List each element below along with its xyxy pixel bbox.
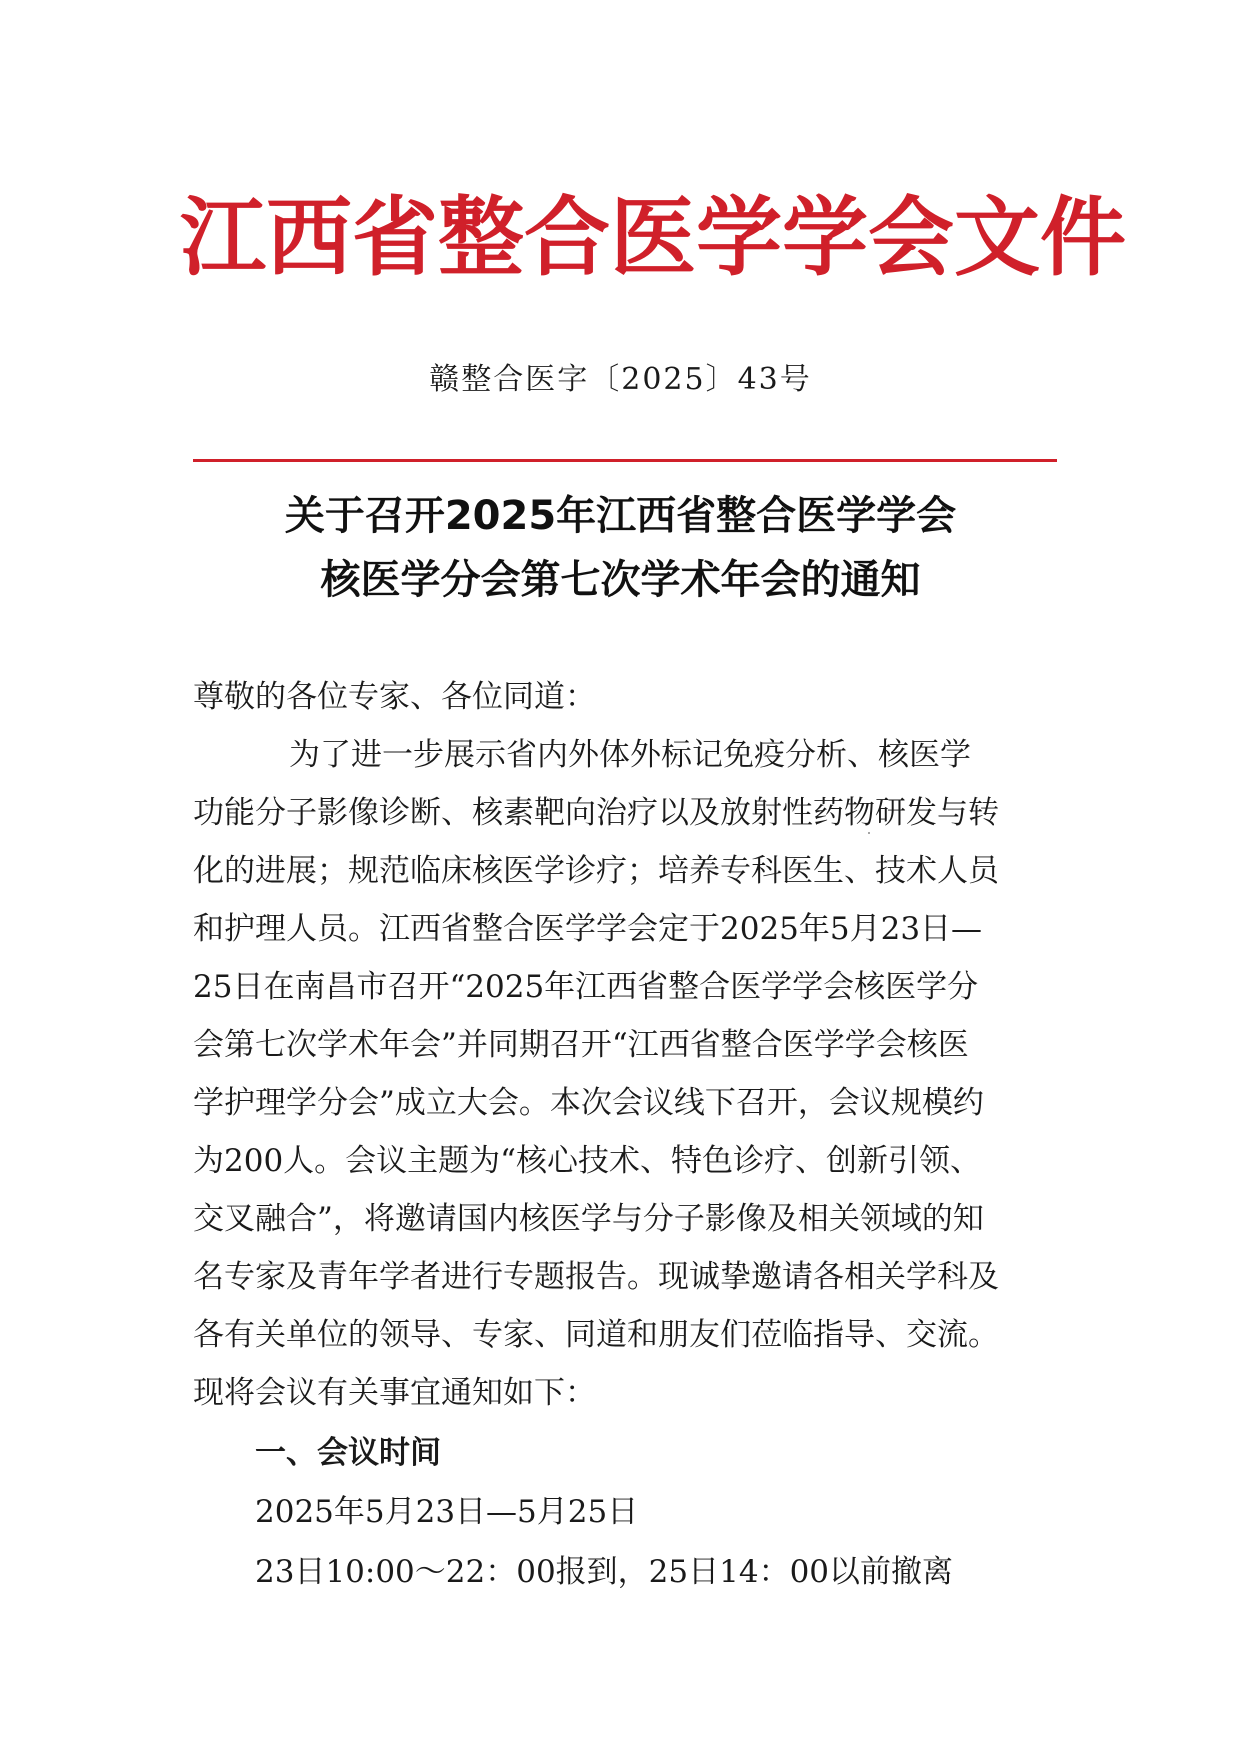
org-header-title: 江西省整合医学学会文件	[180, 188, 1126, 288]
red-divider-line	[193, 459, 1057, 462]
notice-title	[0, 484, 1241, 612]
paragraph-line: 现将会议有关事宜通知如下：	[193, 1375, 596, 1411]
body-paragraph	[193, 726, 1063, 1422]
scan-speck	[868, 832, 870, 834]
salutation: 尊敬的各位专家、各位同道：	[193, 679, 596, 715]
document-number: 赣整合医字〔2025〕43号	[429, 362, 812, 397]
paragraph-line: 为了进一步展示省内外体外标记免疫分析、核医学	[289, 737, 971, 773]
meeting-time-details	[255, 1482, 953, 1602]
paragraph-line: 和护理人员。江西省整合医学学会定于2025年5月23日—	[193, 911, 983, 947]
paragraph-line: 化的进展；规范临床核医学诊疗；培养专科医生、技术人员	[193, 853, 999, 889]
notice-title-line-2: 核医学分会第七次学术年会的通知	[320, 557, 921, 603]
paragraph-line: 25日在南昌市召开“2025年江西省整合医学学会核医学分	[193, 969, 979, 1005]
paragraph-line: 功能分子影像诊断、核素靶向治疗以及放射性药物研发与转	[193, 795, 999, 831]
paragraph-line: 名专家及青年学者进行专题报告。现诚挚邀请各相关学科及	[193, 1259, 999, 1295]
paragraph-line: 学护理学分会”成立大会。本次会议线下召开，会议规模约	[193, 1085, 984, 1121]
meeting-date-range: 2025年5月23日—5月25日	[255, 1494, 639, 1530]
paragraph-line: 各有关单位的领导、专家、同道和朋友们莅临指导、交流。	[193, 1317, 999, 1353]
section-heading-meeting-time: 一、会议时间	[255, 1435, 441, 1471]
paragraph-line: 为200人。会议主题为“核心技术、特色诊疗、创新引领、	[193, 1143, 982, 1179]
notice-title-line-1: 关于召开2025年江西省整合医学学会	[284, 493, 957, 539]
paragraph-line: 交叉融合”，将邀请国内核医学与分子影像及相关领域的知	[193, 1201, 984, 1237]
meeting-schedule: 23日10:00～22：00报到，25日14：00以前撤离	[255, 1554, 954, 1590]
paragraph-line: 会第七次学术年会”并同期召开“江西省整合医学学会核医	[193, 1027, 969, 1063]
